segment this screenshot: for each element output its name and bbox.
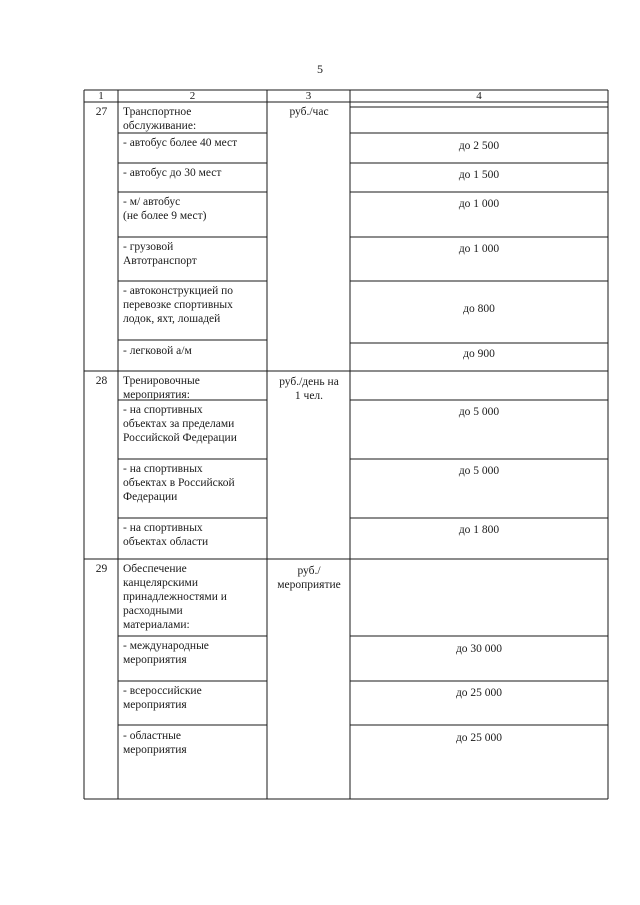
item-label: - на спортивных объектах в Российской Федерации xyxy=(123,463,235,503)
row-unit: руб./час xyxy=(289,106,329,118)
row-number: 29 xyxy=(95,563,108,575)
row-title: Обеспечение канцелярскими принадлежностями и расходными материалами: xyxy=(123,563,227,631)
row-title: Транспортное обслуживание: xyxy=(123,106,197,132)
item-value: до 30 000 xyxy=(455,643,503,655)
header-col-1: 1 xyxy=(98,90,104,102)
item-value: до 1 500 xyxy=(458,169,500,181)
item-value: до 900 xyxy=(463,348,495,360)
item-label: - международные мероприятия xyxy=(123,640,209,666)
item-value: до 25 000 xyxy=(455,687,503,699)
row-unit: руб./ мероприятие xyxy=(277,565,341,591)
item-value: до 1 000 xyxy=(458,198,500,210)
row-number: 28 xyxy=(95,375,108,387)
row-title: Тренировочные мероприятия: xyxy=(123,375,200,401)
header-col-3: 3 xyxy=(305,90,312,102)
item-label: - областные мероприятия xyxy=(123,730,187,756)
item-value: до 2 500 xyxy=(458,140,500,152)
item-label: - всероссийские мероприятия xyxy=(123,685,202,711)
header-col-2: 2 xyxy=(189,90,196,102)
item-value: до 5 000 xyxy=(458,406,500,418)
item-label: - м/ автобус (не более 9 мест) xyxy=(123,196,207,222)
row-unit: руб./день на 1 чел. xyxy=(279,376,339,402)
item-label: - автоконструкцией по перевозке спортивных лодок, яхт, лошадей xyxy=(123,285,234,325)
item-label: - на спортивных объектах за пределами Российской Федерации xyxy=(123,404,237,444)
item-value: до 5 000 xyxy=(458,465,500,477)
item-label: - грузовой Автотранспорт xyxy=(123,241,197,267)
page-number: 5 xyxy=(317,62,323,76)
item-label: - легковой а/м xyxy=(123,345,192,357)
item-value: до 25 000 xyxy=(455,732,503,744)
item-label: - автобус более 40 мест xyxy=(123,137,238,149)
item-label: - на спортивных объектах области xyxy=(123,522,209,548)
header-col-4: 4 xyxy=(476,90,482,102)
item-value: до 1 000 xyxy=(458,243,500,255)
item-value: до 1 800 xyxy=(458,524,500,536)
item-value: до 800 xyxy=(463,303,495,315)
row-number: 27 xyxy=(95,106,108,118)
item-label: - автобус до 30 мест xyxy=(123,167,222,179)
